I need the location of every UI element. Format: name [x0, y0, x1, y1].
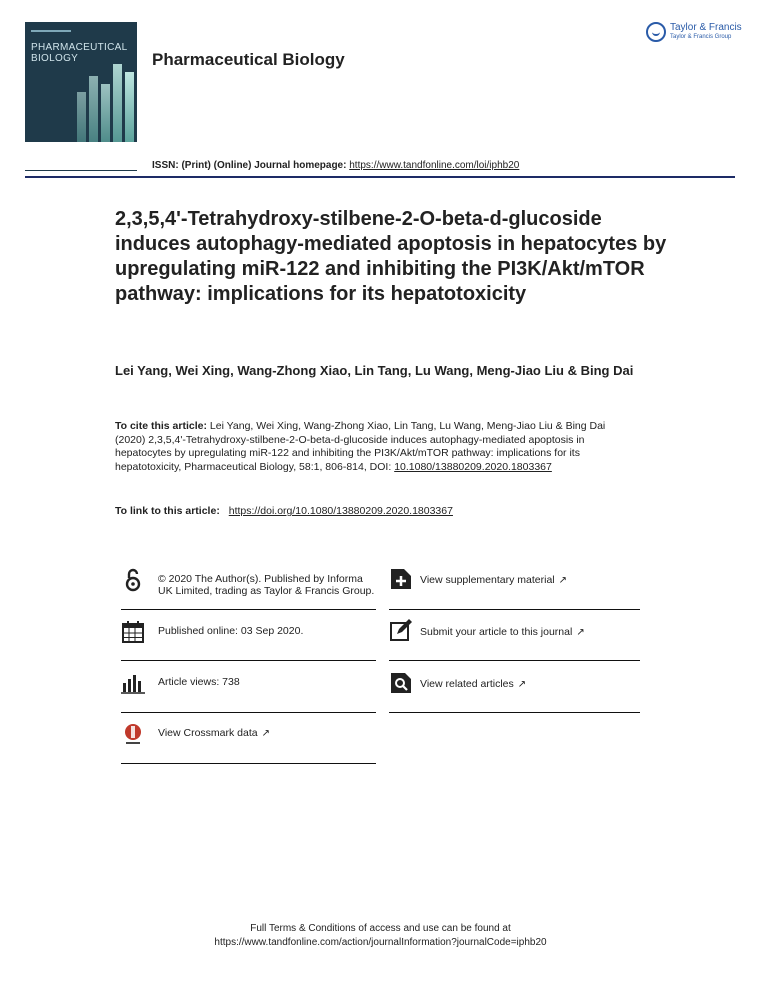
info-divider [389, 609, 640, 610]
issn-line [152, 160, 519, 171]
cover-title: PHARMACEUTICAL BIOLOGY [31, 42, 128, 64]
supplementary-icon [389, 567, 413, 591]
info-divider [121, 609, 376, 610]
footer-terms-link[interactable]: https://www.tandfonline.com/action/journalInformation?journalCode=iphb20 [214, 937, 547, 948]
article-views-text: Article views: 738 [158, 676, 240, 688]
header-divider [25, 176, 735, 178]
article-title: 2,3,5,4'-Tetrahydroxy-stilbene-2-O-beta-d-glucoside induces autophagy-mediated apoptosis in hepatocytes by upregulating miR-122 and inhibiting the PI3K/Akt/mTOR pathway: implications for its hepatotoxicity [115, 208, 667, 305]
license-text: © 2020 The Author(s). Published by Informa UK Limited, trading as Taylor & Francis Group. [158, 573, 375, 597]
article-authors: Lei Yang, Wei Xing, Wang-Zhong Xiao, Lin Tang, Lu Wang, Meng-Jiao Liu & Bing Dai [115, 363, 634, 378]
homepage-link[interactable]: https://www.tandfonline.com/loi/iphb20 [349, 160, 520, 171]
related-articles-label: View related articles [420, 678, 514, 690]
footer-terms-text: Full Terms & Conditions of access and use can be found at [250, 923, 511, 934]
open-access-icon [121, 568, 145, 592]
article-views-info[interactable] [121, 671, 376, 701]
publisher-name: Taylor & Francis [670, 22, 742, 33]
bar-chart-icon [121, 671, 145, 695]
external-link-icon: ↗ [558, 575, 568, 586]
cover-underline [25, 170, 137, 171]
supplementary-label: View supplementary material [420, 574, 555, 586]
crossmark-label: View Crossmark data [158, 727, 258, 739]
related-articles-link[interactable] [389, 671, 640, 701]
article-doi-link[interactable]: https://doi.org/10.1080/13880209.2020.1803367 [228, 505, 453, 517]
submit-article-link[interactable] [389, 618, 640, 648]
published-date-info [121, 620, 376, 650]
calendar-icon [121, 620, 145, 644]
footer [0, 922, 761, 950]
crossmark-text [158, 727, 270, 740]
article-link-label: To link to this article: [115, 505, 220, 517]
license-info[interactable] [121, 568, 376, 608]
publisher-logo[interactable] [646, 20, 746, 48]
issn-label: ISSN: (Print) (Online) Journal homepage: [152, 160, 347, 171]
citation-block [115, 420, 635, 474]
info-divider [121, 763, 376, 764]
external-link-icon: ↗ [517, 679, 527, 690]
publisher-logo-icon [646, 22, 666, 42]
external-link-icon: ↗ [261, 728, 270, 739]
supplementary-link[interactable] [389, 567, 640, 597]
publisher-subname: Taylor & Francis Group [670, 34, 732, 40]
published-date-text: Published online: 03 Sep 2020. [158, 625, 304, 637]
edit-icon [389, 618, 413, 642]
citation-label: To cite this article: [115, 420, 207, 432]
article-link-line [115, 505, 453, 517]
crossmark-link[interactable] [121, 722, 376, 752]
related-articles-text [420, 678, 526, 691]
info-divider [389, 660, 640, 661]
submit-article-label: Submit your article to this journal [420, 626, 573, 638]
info-divider [121, 712, 376, 713]
info-divider [121, 660, 376, 661]
submit-article-text [420, 626, 585, 639]
crossmark-icon [121, 722, 145, 746]
supplementary-text [420, 574, 567, 587]
info-divider [389, 712, 640, 713]
citation-text: Lei Yang, Wei Xing, Wang-Zhong Xiao, Lin Tang, Lu Wang, Meng-Jiao Liu & Bing Dai (2020) 2,3,5,4'-Tetrahydroxy-stilbene-2-O-beta-d-glucoside induces autophagy-mediated apoptosis in hepatocytes by upregulating miR-122 and inhibiting the PI3K/Akt/mTOR pathway: implications for its hepatotoxicity, Pharmaceutical Biology, 58:1, 806-814, DOI: [115, 420, 606, 473]
external-link-icon: ↗ [576, 627, 585, 638]
citation-doi-link[interactable]: 10.1080/13880209.2020.1803367 [394, 460, 552, 473]
journal-cover-image [25, 22, 137, 142]
journal-name[interactable]: Pharmaceutical Biology [152, 50, 345, 69]
search-document-icon [389, 671, 413, 695]
